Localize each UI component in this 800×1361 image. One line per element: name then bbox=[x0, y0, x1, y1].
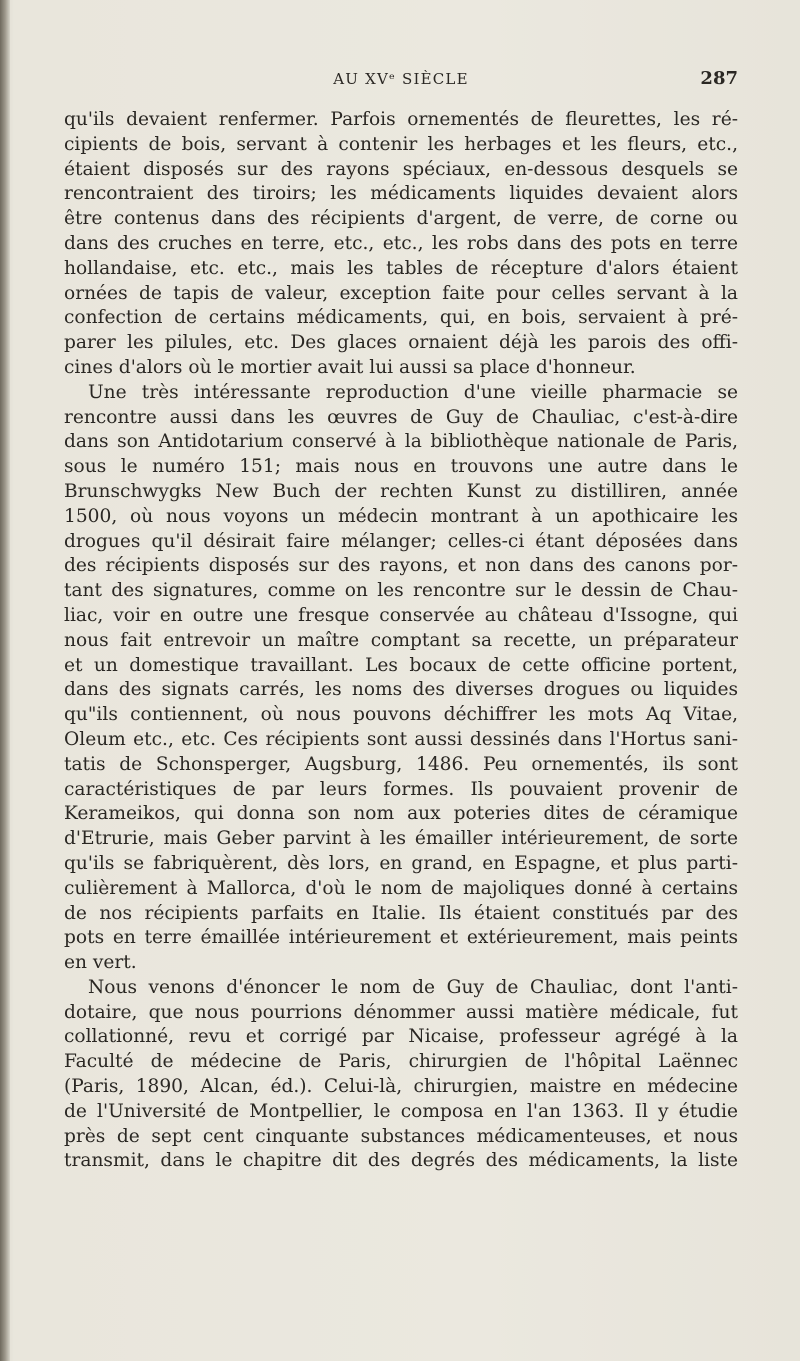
text-line: tatis de Schonsperger, Augsburg, 1486. Peu ornementés, ils sont bbox=[64, 753, 738, 775]
text-line: et un domestique travaillant. Les bocaux de cette officine portent, bbox=[64, 654, 738, 676]
page-number: 287 bbox=[700, 68, 738, 89]
text-line: culièrement à Mallorca, d'où le nom de majoliques donné à certains bbox=[64, 877, 738, 899]
text-line: étaient disposés sur des rayons spéciaux, en-dessous desquels se bbox=[64, 158, 738, 180]
page-header bbox=[64, 66, 738, 92]
text-line: transmit, dans le chapitre dit des degrés des médicaments, la liste bbox=[64, 1150, 738, 1172]
text-line: qu'ils devaient renfermer. Parfois ornementés de fleurettes, les ré- bbox=[64, 109, 738, 130]
text-line: dans son Antidotarium conservé à la bibliothèque nationale de Paris, bbox=[64, 431, 738, 453]
text-line: caractéristiques de par leurs formes. Ils pouvaient provenir de bbox=[64, 778, 738, 800]
text-line: cipients de bois, servant à contenir les herbages et les fleurs, etc., bbox=[64, 133, 738, 155]
text-line: liac, voir en outre une fresque conservée au château d'Issogne, qui bbox=[64, 604, 738, 626]
text-line: qu"ils contiennent, où nous pouvons déchiffrer les mots Aq Vitae, bbox=[64, 704, 738, 726]
text-line: tant des signatures, comme on les rencontre sur le dessin de Chau- bbox=[64, 580, 738, 602]
text-line: Oleum etc., etc. Ces récipients sont aussi dessinés dans l'Hortus sani- bbox=[64, 728, 738, 750]
text-line: drogues qu'il désirait faire mélanger; celles-ci étant déposées dans bbox=[64, 530, 738, 552]
text-line: 1500, où nous voyons un médecin montrant à un apothicaire les bbox=[64, 505, 738, 527]
text-line: confection de certains médicaments, qui, en bois, servaient à pré- bbox=[64, 307, 738, 329]
text-line: Brunschwygks New Buch der rechten Kunst zu distilliren, année bbox=[64, 480, 738, 502]
text-line: de nos récipients parfaits en Italie. Ils étaient constitués par des bbox=[64, 902, 738, 924]
text-line: être contenus dans des récipients d'argent, de verre, de corne ou bbox=[64, 208, 738, 230]
text-line: hollandaise, etc. etc., mais les tables de récepture d'alors étaient bbox=[64, 257, 738, 279]
text-line: nous fait entrevoir un maître comptant sa recette, un préparateur bbox=[64, 629, 738, 651]
page-binding-edge bbox=[0, 0, 10, 1361]
body-text bbox=[64, 108, 738, 1174]
text-line: (Paris, 1890, Alcan, éd.). Celui-là, chirurgien, maistre en médecine bbox=[64, 1076, 738, 1098]
text-line: de l'Université de Montpellier, le composa en l'an 1363. Il y étudie bbox=[64, 1100, 738, 1122]
text-line: rencontraient des tiroirs; les médicaments liquides devaient alors bbox=[64, 183, 738, 205]
text-line: Nous venons d'énoncer le nom de Guy de Chauliac, dont l'anti- bbox=[88, 976, 738, 998]
text-line: pots en terre émaillée intérieurement et extérieurement, mais peints bbox=[64, 927, 738, 949]
text-line: d'Etrurie, mais Geber parvint à les émailler intérieurement, de sorte bbox=[64, 828, 738, 850]
text-line: dans des cruches en terre, etc., etc., les robs dans des pots en terre bbox=[64, 232, 738, 254]
text-line: cines d'alors où le mortier avait lui aussi sa place d'honneur. bbox=[64, 356, 636, 378]
text-line: dans des signats carrés, les noms des diverses drogues ou liquides bbox=[64, 679, 738, 701]
text-line: Kerameikos, qui donna son nom aux poteries dites de céramique bbox=[64, 803, 738, 825]
text-line: Une très intéressante reproduction d'une vieille pharmacie se bbox=[88, 381, 738, 403]
text-line: des récipients disposés sur des rayons, et non dans des canons por- bbox=[64, 555, 738, 577]
text-line: dotaire, que nous pourrions dénommer aussi matière médicale, fut bbox=[64, 1001, 738, 1023]
text-line: près de sept cent cinquante substances médicamenteuses, et nous bbox=[64, 1125, 738, 1147]
text-line: en vert. bbox=[64, 952, 137, 974]
text-line: Faculté de médecine de Paris, chirurgien de l'hôpital Laënnec bbox=[64, 1051, 738, 1073]
text-line: parer les pilules, etc. Des glaces ornaient déjà les parois des offi- bbox=[64, 332, 738, 354]
running-title: AU XVᵉ SIÈCLE bbox=[333, 70, 469, 88]
text-line: rencontre aussi dans les œuvres de Guy de Chauliac, c'est-à-dire bbox=[64, 406, 738, 428]
text-line: qu'ils se fabriquèrent, dès lors, en grand, en Espagne, et plus parti- bbox=[64, 852, 738, 874]
text-line: sous le numéro 151; mais nous en trouvons une autre dans le bbox=[64, 456, 738, 478]
text-line: ornées de tapis de valeur, exception faite pour celles servant à la bbox=[64, 282, 738, 304]
text-line: collationné, revu et corrigé par Nicaise, professeur agrégé à la bbox=[64, 1026, 738, 1048]
